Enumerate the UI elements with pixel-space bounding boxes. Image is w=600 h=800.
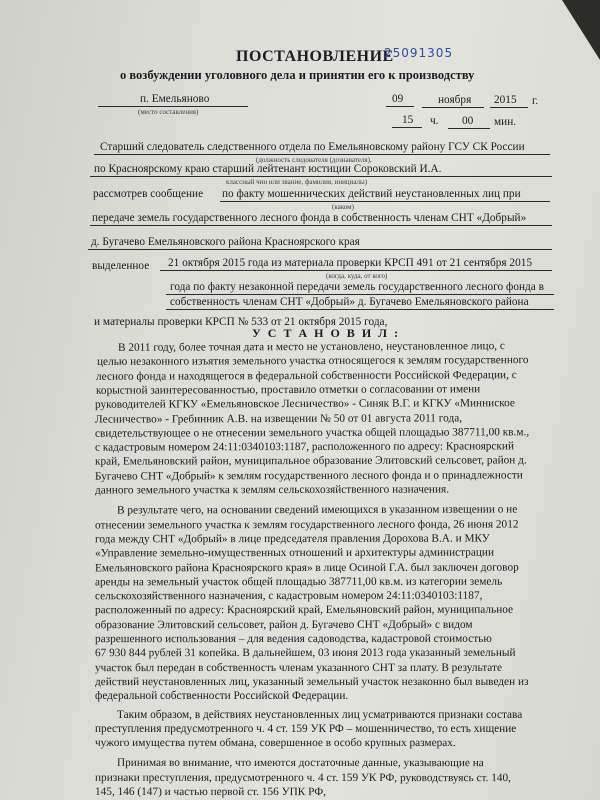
considered-caption: (каком) xyxy=(332,203,354,211)
investigator-line2: по Красноярскому краю старший лейтенант юстиции Сороковский И.А. xyxy=(94,163,442,175)
body-line: признаки преступления, предусмотренного ч. 4 ст. 159 УК РФ, руководствуясь ст. 140, xyxy=(94,771,511,784)
considered-text3: д. Бугачево Емельяновского района Красноярского края xyxy=(91,236,360,248)
body-line: чужого имущества путем обмана, совершенное в особо крупных размерах. xyxy=(94,737,456,750)
separated-caption: (когда, куда, от кого) xyxy=(326,272,388,280)
body-line: корыстной заинтересованностью, проставило отметки о согласовании от имени xyxy=(95,383,481,397)
body-line: руководителей КГКУ «Емельяновское Лесничество» - Синяк В.Г. и КГКУ «Минниское xyxy=(94,397,515,411)
body-line: Лесничество» - Гребинник А.В. на извещении № 50 от 01 августа 2011 года, xyxy=(94,411,463,426)
body-line: лесного фонда и находящегося в федеральной собственности Российской Федерации, с xyxy=(95,368,517,383)
date-year: 2015 xyxy=(494,94,517,106)
page-corner-shadow xyxy=(562,0,600,60)
body-line: В 2011 году, более точная дата и место не установлено, неустановленное лицо, с xyxy=(117,340,505,354)
materials-line: и материалы проверки КРСП № 533 от 21 октября 2015 года, xyxy=(94,316,388,328)
body-line: «Управление земельно-имущественных отношений и архитектуры администрации xyxy=(94,546,495,560)
body-line: действий неустановленных лиц, указанный земельный участок незаконно был выведен из xyxy=(94,675,529,688)
separated-text2: года по факту незаконной передачи земель государственного лесного фонда в xyxy=(170,281,544,293)
body-line: 145, 146 (147) и частью первой ст. 156 УПК РФ, xyxy=(94,785,326,799)
time-hours-label: ч. xyxy=(430,115,439,127)
document-title: ПОСТАНОВЛЕНИЕ xyxy=(236,48,394,65)
considered-label: рассмотрев сообщение xyxy=(93,188,204,200)
place-caption: (место составления) xyxy=(138,108,199,116)
body-line: аренды на земельный участок общей площадью 387711,00 кв.м. из категории земель xyxy=(94,575,503,589)
body-line: преступления предусмотренного ч. 4 ст. 159 УК РФ – мошенничество, то есть хищение xyxy=(94,722,517,735)
body-line: Таким образом, в действиях неустановленных лиц усматриваются признаки состава xyxy=(117,708,523,721)
time-minutes-label: мин. xyxy=(494,116,517,128)
body-line: разрешенного использования – для ведения садоводства, кадастровой стоимостью xyxy=(94,632,492,646)
body-line: Бугачево СНТ «Добрый» к землям государственного лесного фонда и о принадлежности xyxy=(94,469,523,483)
date-day: 09 xyxy=(392,93,404,105)
investigator-caption1: (должность следователя (дознавателя), xyxy=(256,156,372,164)
investigator-line1: Старший следователь следственного отдела по Емельяновскому району ГСУ СК России xyxy=(100,141,525,153)
body-line: с кадастровым номером 24:11:0340103:1187, расположенного по адресу: Красноярский xyxy=(94,440,515,454)
document-subtitle: о возбуждении уголовного дела и принятии его к производству xyxy=(120,68,475,82)
date-year-suffix: г. xyxy=(532,95,539,107)
body-line: года между СНТ «Добрый» в лице председателя правления Дорохова В.А. и МКУ xyxy=(94,532,490,546)
body-line: свидетельствующее о не отнесении земельного участка общей площадью 387711,00 кв.м., xyxy=(94,426,530,440)
body-line: В результате чего, на основании сведений имеющихся в указанном извещении о не xyxy=(116,503,518,517)
considered-text1: по факту мошеннических действий неустановленных лиц при xyxy=(222,188,521,200)
established-heading: У С Т А Н О В И Л : xyxy=(252,326,401,340)
body-line: отнесении земельного участка к землям государственного лесного фонда, 26 июня 2012 xyxy=(94,518,519,532)
investigator-caption2: классный чин или звание, фамилия, инициалы) xyxy=(226,178,368,186)
body-line: участок был передан в собственность членам указанного СНТ за плату. В результате xyxy=(94,661,502,674)
body-line: 67 930 844 рублей 31 копейка. В дальнейшем, 03 июня 2013 года указанный земельный xyxy=(94,647,516,660)
separated-label: выделенное xyxy=(92,260,150,272)
body-line: данного земельного участка к землям сельскохозяйственного назначения. xyxy=(94,483,450,497)
separated-text1: 21 октября 2015 года из материала проверки КРСП 491 от 21 сентября 2015 xyxy=(168,257,533,269)
body-line: Принимая во внимание, что имеются достаточные данные, указывающие на xyxy=(116,757,484,770)
separated-text3: собственность членам СНТ «Добрый» д. Бугачево Емельяновского района xyxy=(170,296,529,308)
date-month: ноября xyxy=(438,94,472,106)
body-line: сельскохозяйственного назначения, с кадастровым номером 24:11:0340103:1187, xyxy=(94,589,483,603)
place-value: п. Емельяново xyxy=(140,93,210,105)
body-line: федеральной собственности Российской Федерации. xyxy=(94,690,349,703)
body-line: образование Элитовский сельсовет, район д. Бугачево СНТ «Добрый» с видом xyxy=(94,618,473,631)
body-line: край, Емельяновский район, муниципальное образование Элитовский сельсовет, район д. xyxy=(94,454,527,469)
considered-text2: передаче земель государственного лесного фонда в собственность членам СНТ «Добрый» xyxy=(92,212,527,224)
time-minutes: 00 xyxy=(462,115,474,127)
body-line: Емельяновского района Красноярского края» в лице Осиной Г.А. был заключен договор xyxy=(94,561,519,574)
handwritten-number: 25091305 xyxy=(384,46,454,60)
body-line: расположенный по адресу: Красноярский край, Емельяновский район, муниципальное xyxy=(94,604,514,617)
body-line: целью незаконного изъятия земельного участка относящегося к землям государственного xyxy=(96,354,529,369)
time-hours: 15 xyxy=(402,114,414,126)
